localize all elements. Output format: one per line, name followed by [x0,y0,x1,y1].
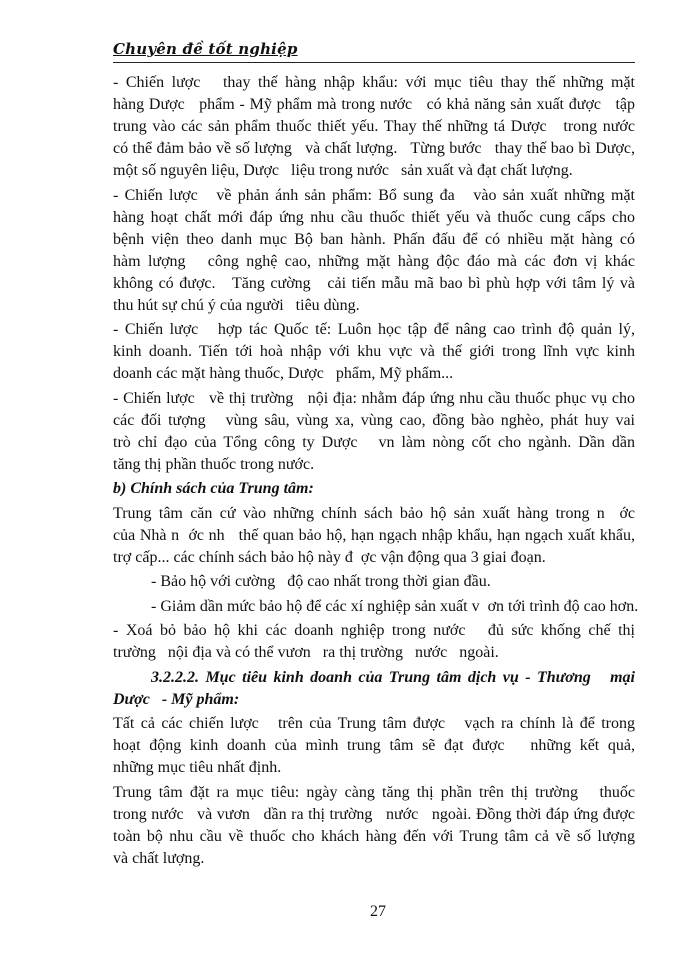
section-heading [113,667,635,711]
text-line: kinh doanh. Tiến tới hoà nhập với khu vực và thế giới trong lĩnh vực kinh [113,343,635,360]
text-line: trung vào các sản phẩm thuốc thiết yếu. Thay thế những tá Dược trong nước [113,118,635,135]
text-line: hàng hoạt chất mới đáp ứng nhu cầu thuốc thiết yếu và thuốc cung cấps cho [113,208,635,226]
text-line: - Xoá bỏ bảo hộ khi các doanh nghiệp trong nước đủ sức khống chế thị [113,622,635,639]
text-line: - Giảm dần mức bảo hộ để các xí nghiệp sản xuất v ơn tới trình độ cao hơn. [151,597,639,615]
text-line: hàng Dược phẩm - Mỹ phẩm mà trong nước có khả năng sản xuất được tập [113,96,635,113]
text-line: của Nhà n ớc nh thế quan bảo hộ, hạn ngạch nhập khẩu, hạn ngạch xuất khẩu, [113,526,635,544]
page-number: 27 [370,903,386,920]
page-header [113,40,635,63]
text-line: Trung tâm căn cứ vào những chính sách bảo hộ sản xuất hàng trong n ớc [113,504,635,522]
header-title: Chuyên đề tốt nghiệp [113,40,298,58]
text-line: - Chiến lược hợp tác Quốc tế: Luôn học tập để nâng cao trình độ quản lý, [113,321,635,338]
indented-item [113,596,639,618]
text-line: không có được. Tăng cường cải tiến mẫu mã bao bì phù hợp với tâm lý và [113,274,635,292]
text-line: Tất cả các chiến lược trên của Trung tâm được vạch ra chính là để trong [113,715,635,732]
paragraph [113,503,635,569]
text-line: toàn bộ nhu cầu về thuốc cho khách hàng đến với Trung tâm cả về số lượng [113,827,635,845]
paragraph [113,185,635,317]
paragraph [113,782,635,870]
text-line: doanh các mặt hàng thuốc, Dược phẩm, Mỹ phẩm... [113,365,454,382]
paragraph [113,620,635,664]
text-line: hoạt động kinh doanh của mình trung tâm sẽ đạt được những kết quả, [113,737,635,754]
text-line: trường nội địa và có thể vươn ra thị trường nước ngoài. [113,644,499,661]
text-line: - Chiến lược về thị trường nội địa: nhằm đáp ứng nhu cầu thuốc phục vụ cho [113,389,635,407]
text-line: các đối tượng vùng sâu, vùng xa, vùng cao, đồng bào nghèo, phát huy vai [113,411,635,429]
indented-item [113,571,635,593]
text-line: hàm lượng công nghệ cao, những mặt hàng độc đáo mà các đơn vị khác [113,252,635,270]
section-heading [113,478,635,500]
text-line: bệnh viện theo danh mục Bộ ban hành. Phấn đấu để có nhiều mặt hàng có [113,230,635,248]
text-line: Dược - Mỹ phẩm: [113,690,240,708]
text-line: tăng thị phần thuốc trong nước. [113,455,315,473]
text-line: 3.2.2.2. Mục tiêu kinh doanh của Trung tâm dịch vụ - Thương mại [151,668,635,686]
paragraph [113,319,635,385]
text-line: những mục tiêu nhất định. [113,759,282,776]
text-line: b) Chính sách của Trung tâm: [113,480,314,497]
text-line: trong nước và vươn dần ra thị trường nước ngoài. Đồng thời đáp ứng được [113,805,635,823]
text-line: Trung tâm đặt ra mục tiêu: ngày càng tăng thị phần trên thị trường thuốc [113,783,635,801]
paragraph [113,713,635,779]
document-body [113,72,639,872]
text-line: trò chỉ đạo của Tổng công ty Dược vn làm nòng cốt cho ngành. Dần dần [113,433,635,451]
paragraph [113,388,635,476]
text-line: trợ cấp... các chính sách bảo hộ này đ ợc vận động qua 3 giai đoạn. [113,548,546,566]
text-line: thu hút sự chú ý của người tiêu dùng. [113,296,360,314]
text-line: - Chiến lược về phản ánh sản phẩm: Bổ sung đa vào sản xuất những mặt [113,186,635,204]
text-line: và chất lượng. [113,849,205,867]
paragraph [113,72,635,182]
text-line: có thể đảm bảo về số lượng và chất lượng. Từng bước thay thế bao bì Dược, [113,140,635,157]
text-line: - Chiến lược thay thế hàng nhập khẩu: với mục tiêu thay thế những mặt [113,74,635,91]
text-line: một số nguyên liệu, Dược liệu trong nước sản xuất và đạt chất lượng. [113,162,573,179]
text-line: - Bảo hộ với cường độ cao nhất trong thời gian đầu. [151,573,491,590]
